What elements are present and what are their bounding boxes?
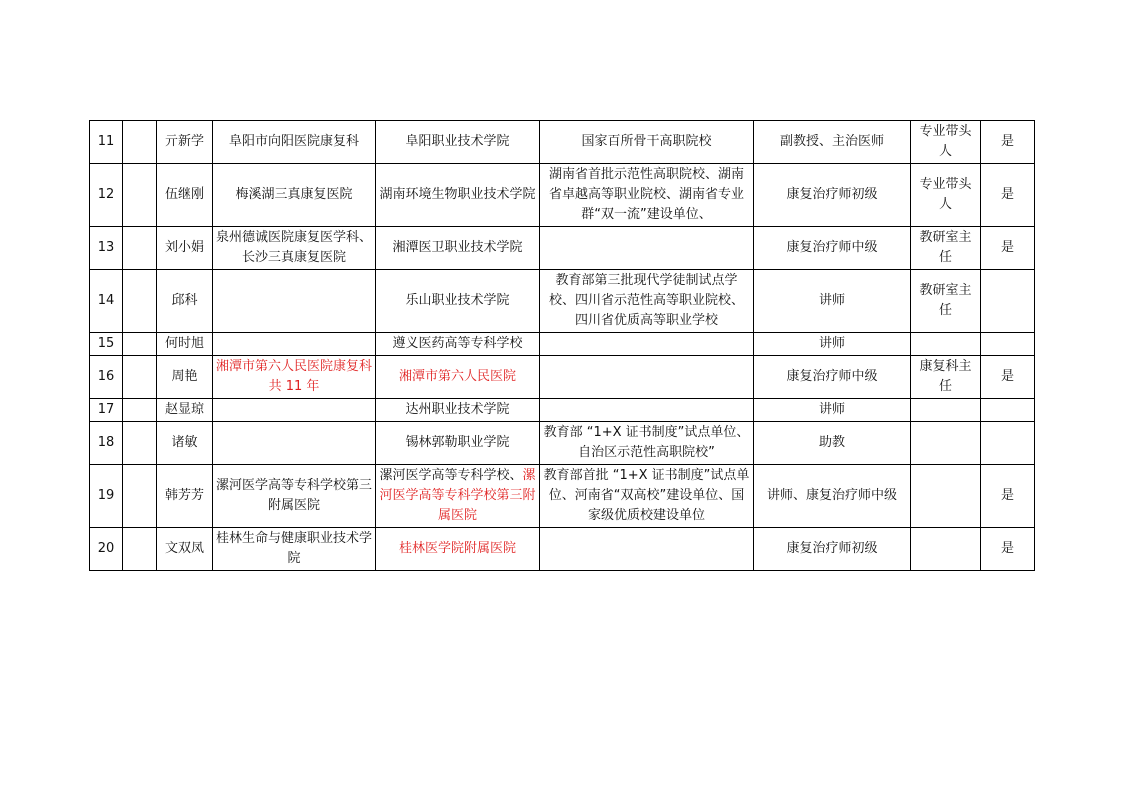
flag-cell: 是	[981, 227, 1035, 270]
school-name: 锡林郭勒职业学院	[405, 435, 510, 450]
flag-cell: 是	[981, 528, 1035, 571]
table-row	[90, 164, 1035, 227]
hospital-cell	[213, 422, 376, 465]
row-number-cell: 19	[90, 465, 123, 528]
school-cell	[376, 422, 540, 465]
honor-cell	[540, 528, 754, 571]
position-cell	[911, 399, 981, 422]
row-number-cell: 16	[90, 356, 123, 399]
staff-table	[89, 120, 1035, 571]
school-cell	[376, 121, 540, 164]
flag-cell: 是	[981, 164, 1035, 227]
name-cell: 邱科	[157, 270, 213, 333]
name-cell: 韩芳芳	[157, 465, 213, 528]
table-row	[90, 227, 1035, 270]
hospital-cell	[213, 399, 376, 422]
blank-cell	[123, 121, 157, 164]
table-row	[90, 121, 1035, 164]
blank-cell	[123, 399, 157, 422]
row-number-cell: 12	[90, 164, 123, 227]
school-name: 乐山职业技术学院	[405, 293, 510, 308]
title-cell: 康复治疗师初级	[754, 164, 911, 227]
hospital-cell: 梅溪湖三真康复医院	[213, 164, 376, 227]
honor-cell: 教育部首批 “1+X 证书制度”试点单位、河南省“双高校”建设单位、国家级优质校建设单位	[540, 465, 754, 528]
table-row	[90, 270, 1035, 333]
school-name: 阜阳职业技术学院	[405, 134, 510, 149]
position-cell: 专业带头人	[911, 121, 981, 164]
position-cell	[911, 528, 981, 571]
blank-cell	[123, 465, 157, 528]
school-name: 湘潭市第六人民医院	[398, 369, 516, 384]
position-cell: 教研室主任	[911, 227, 981, 270]
honor-cell: 国家百所骨干高职院校	[540, 121, 754, 164]
name-cell: 文双凤	[157, 528, 213, 571]
school-name: 达州职业技术学院	[405, 402, 510, 417]
position-cell	[911, 333, 981, 356]
name-cell: 诸敏	[157, 422, 213, 465]
title-cell: 讲师	[754, 399, 911, 422]
title-cell: 康复治疗师初级	[754, 528, 911, 571]
school-name: 湖南环境生物职业技术学院	[379, 187, 536, 202]
school-cell	[376, 333, 540, 356]
blank-cell	[123, 270, 157, 333]
school-cell	[376, 356, 540, 399]
title-cell: 讲师	[754, 333, 911, 356]
blank-cell	[123, 528, 157, 571]
name-cell: 赵显琼	[157, 399, 213, 422]
school-affiliate: 漯河医学高等专科学校第三附属医院	[379, 468, 536, 523]
hospital-cell: 桂林生命与健康职业技术学院	[213, 528, 376, 571]
blank-cell	[123, 422, 157, 465]
table-row	[90, 356, 1035, 399]
table-row	[90, 422, 1035, 465]
blank-cell	[123, 227, 157, 270]
blank-cell	[123, 164, 157, 227]
row-number-cell: 20	[90, 528, 123, 571]
position-cell	[911, 422, 981, 465]
hospital-cell: 泉州德诚医院康复医学科、长沙三真康复医院	[213, 227, 376, 270]
title-cell: 康复治疗师中级	[754, 227, 911, 270]
title-cell: 康复治疗师中级	[754, 356, 911, 399]
table-row	[90, 528, 1035, 571]
table-row	[90, 399, 1035, 422]
flag-cell: 是	[981, 356, 1035, 399]
flag-cell: 是	[981, 121, 1035, 164]
title-cell: 讲师	[754, 270, 911, 333]
flag-cell	[981, 399, 1035, 422]
blank-cell	[123, 333, 157, 356]
honor-cell: 湖南省首批示范性高职院校、湖南省卓越高等职业院校、湖南省专业群“双一流”建设单位、	[540, 164, 754, 227]
position-cell: 专业带头人	[911, 164, 981, 227]
school-name: 桂林医学院附属医院	[398, 541, 516, 556]
flag-cell: 是	[981, 465, 1035, 528]
school-name: 湘潭医卫职业技术学院	[392, 240, 523, 255]
row-number-cell: 17	[90, 399, 123, 422]
row-number-cell: 14	[90, 270, 123, 333]
flag-cell	[981, 422, 1035, 465]
blank-cell	[123, 356, 157, 399]
title-cell: 副教授、主治医师	[754, 121, 911, 164]
position-cell	[911, 465, 981, 528]
hospital-cell	[213, 333, 376, 356]
school-cell	[376, 227, 540, 270]
honor-cell	[540, 399, 754, 422]
flag-cell	[981, 333, 1035, 356]
hospital-cell: 阜阳市向阳医院康复科	[213, 121, 376, 164]
flag-cell	[981, 270, 1035, 333]
table-row	[90, 465, 1035, 528]
table-row	[90, 333, 1035, 356]
school-name: 漯河医学高等专科学校、	[379, 468, 523, 483]
school-cell	[376, 465, 540, 528]
row-number-cell: 15	[90, 333, 123, 356]
school-cell	[376, 528, 540, 571]
school-cell	[376, 164, 540, 227]
row-number-cell: 13	[90, 227, 123, 270]
hospital-cell: 漯河医学高等专科学校第三附属医院	[213, 465, 376, 528]
school-name: 遵义医药高等专科学校	[392, 336, 523, 351]
honor-cell: 教育部第三批现代学徒制试点学校、四川省示范性高等职业院校、四川省优质高等职业学校	[540, 270, 754, 333]
position-cell: 康复科主任	[911, 356, 981, 399]
honor-cell: 教育部 “1+X 证书制度”试点单位、自治区示范性高职院校”	[540, 422, 754, 465]
row-number-cell: 11	[90, 121, 123, 164]
name-cell: 亓新学	[157, 121, 213, 164]
honor-cell	[540, 227, 754, 270]
school-cell	[376, 399, 540, 422]
name-cell: 伍继刚	[157, 164, 213, 227]
honor-cell	[540, 333, 754, 356]
position-cell: 教研室主任	[911, 270, 981, 333]
school-cell	[376, 270, 540, 333]
name-cell: 何时旭	[157, 333, 213, 356]
hospital-cell	[213, 270, 376, 333]
name-cell: 周艳	[157, 356, 213, 399]
name-cell: 刘小娟	[157, 227, 213, 270]
honor-cell	[540, 356, 754, 399]
row-number-cell: 18	[90, 422, 123, 465]
title-cell: 讲师、康复治疗师中级	[754, 465, 911, 528]
hospital-cell: 湘潭市第六人民医院康复科共 11 年	[213, 356, 376, 399]
title-cell: 助教	[754, 422, 911, 465]
